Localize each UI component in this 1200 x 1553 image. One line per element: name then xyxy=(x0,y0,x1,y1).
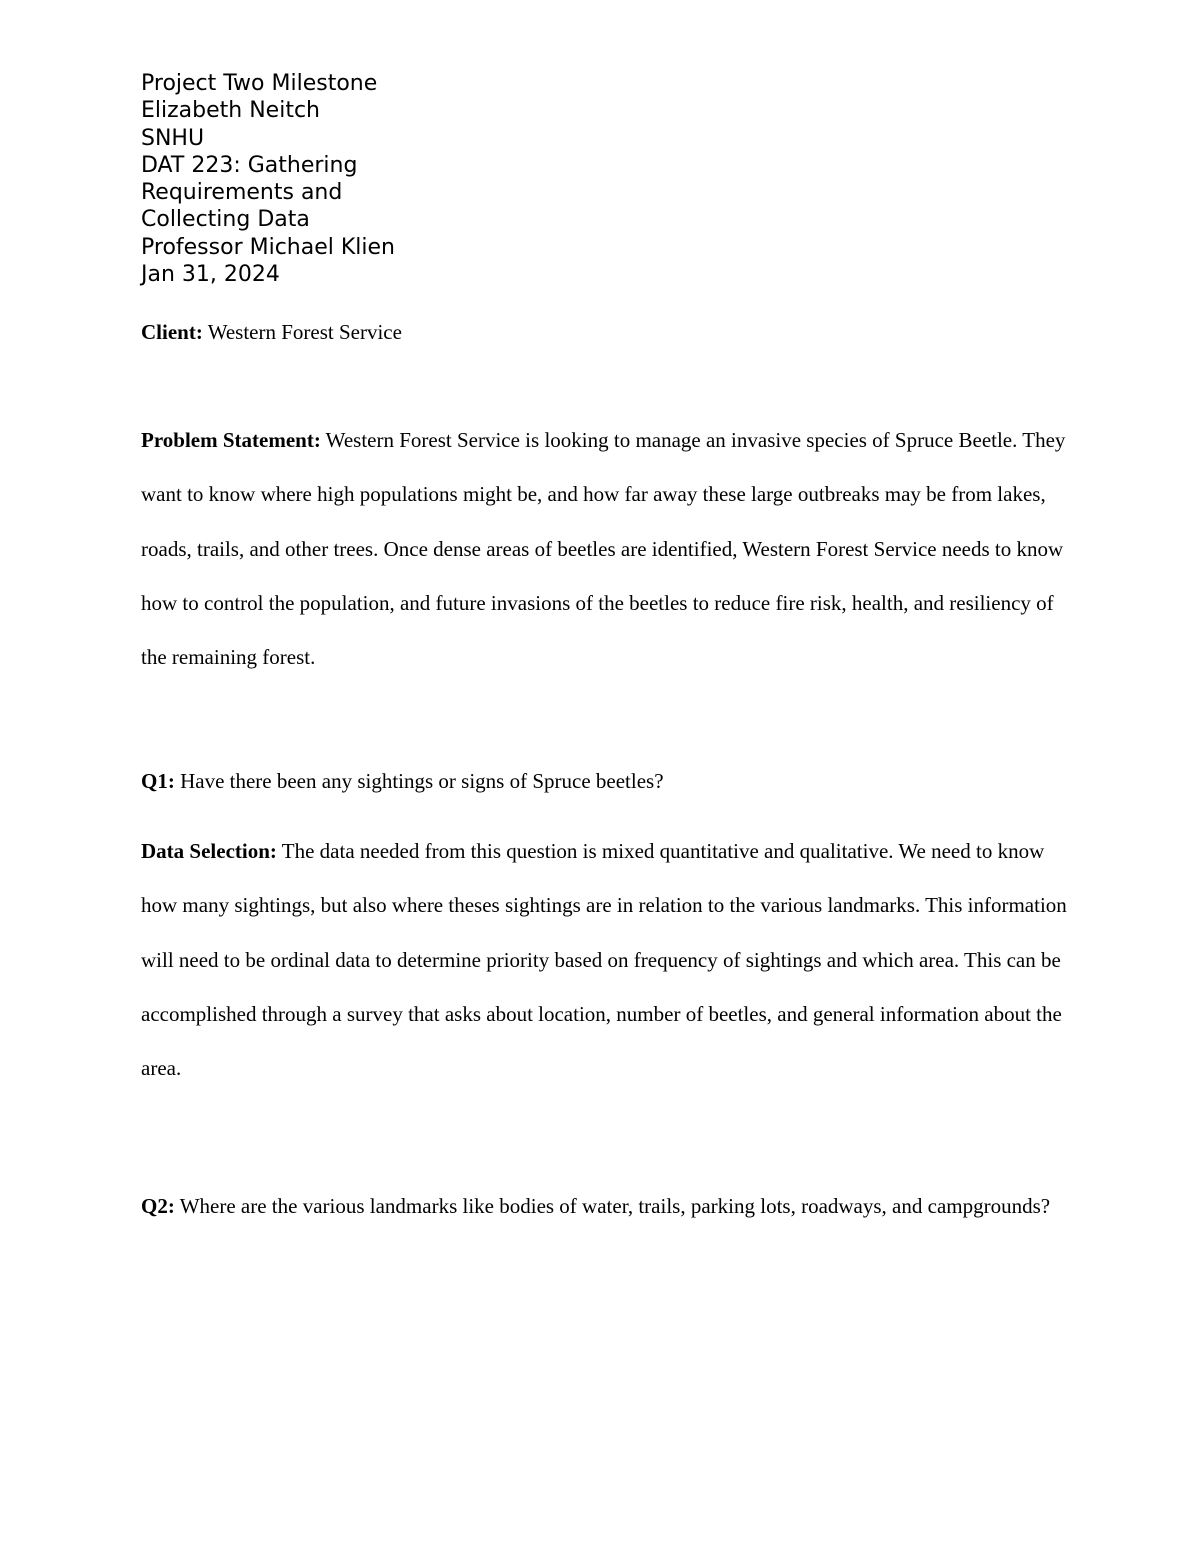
problem-statement-text: Western Forest Service is looking to manage an invasive species of Spruce Beetle. They want to know where high populations might be, and how far away these large outbreaks may be from lakes, roads, trails, and other trees. Once dense areas of beetles are identified, Western Forest Service needs to know how to control the population, and future invasions of the beetles to reduce fire risk, health, and resiliency of the remaining forest. xyxy=(141,428,1066,670)
course-name-line-2: Requirements and xyxy=(141,180,343,206)
question-1-paragraph xyxy=(141,766,1071,796)
document-header xyxy=(141,70,461,288)
problem-statement-paragraph xyxy=(141,413,1071,684)
question-2-label: Q2: xyxy=(141,1194,175,1218)
author-name: Elizabeth Neitch xyxy=(141,98,320,124)
client-label: Client: xyxy=(141,320,203,344)
data-selection-label: Data Selection: xyxy=(141,839,277,863)
client-paragraph xyxy=(141,317,1071,347)
question-2-text: Where are the various landmarks like bodies of water, trails, parking lots, roadways, and campgrounds? xyxy=(174,1194,1051,1218)
problem-statement-label: Problem Statement: xyxy=(141,428,321,452)
document-date: Jan 31, 2024 xyxy=(141,262,280,288)
assignment-title: Project Two Milestone xyxy=(141,71,378,96)
data-selection-paragraph xyxy=(141,824,1071,1095)
institution-name: SNHU xyxy=(141,125,205,151)
question-1-label: Q1: xyxy=(141,769,175,793)
question-2-paragraph xyxy=(141,1179,1071,1233)
professor-name: Professor Michael Klien xyxy=(141,234,395,260)
course-name-line-1: DAT 223: Gathering xyxy=(141,152,358,178)
data-selection-text: The data needed from this question is mixed quantitative and qualitative. We need to know how many sightings, but also where theses sightings are in relation to the various landmarks. This information will need to be ordinal data to determine priority based on frequency of sightings and which area. This can be accomplished through a survey that asks about location, number of beetles, and general information about the area. xyxy=(141,839,1067,1081)
course-name-line-3: Collecting Data xyxy=(141,207,310,233)
question-1-text: Have there been any sightings or signs of Spruce beetles? xyxy=(174,769,664,793)
client-text: Western Forest Service xyxy=(202,320,402,344)
